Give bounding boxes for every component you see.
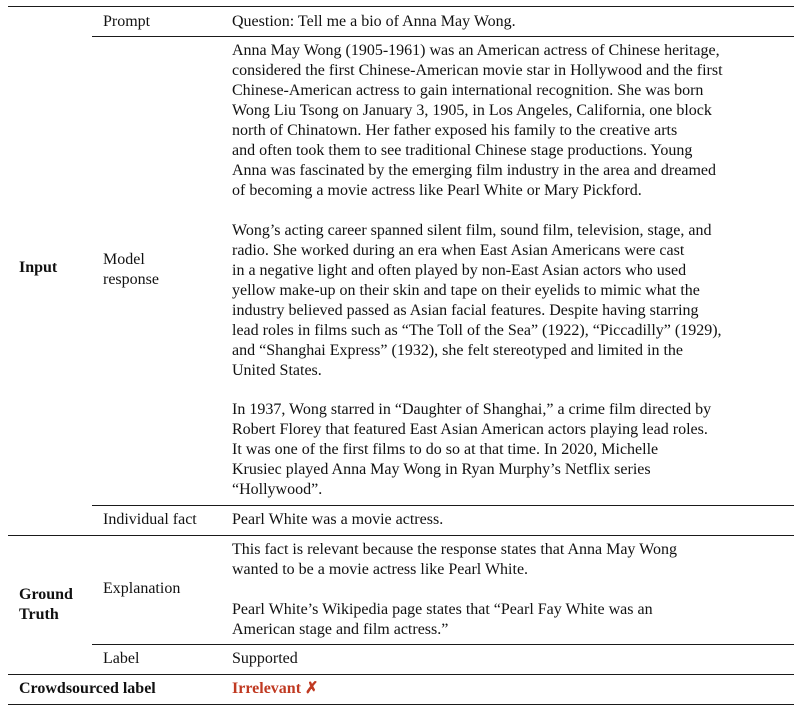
group-ground-truth <box>19 585 73 625</box>
text-line: Robert Florey that featured East Asian American actors playing lead roles. <box>232 421 708 438</box>
group-ground-truth-line1: Ground <box>19 586 73 603</box>
text-line: “Hollywood”. <box>232 481 323 498</box>
group-crowdsourced: Crowdsourced label <box>19 680 156 697</box>
response-divider <box>92 505 794 506</box>
value-individual-fact: Pearl White was a movie actress. <box>232 511 444 528</box>
text-line: wanted to be a movie actress like Pearl White. <box>232 561 529 578</box>
text-line: in a negative light and often played by non-East Asian actors who used <box>232 262 687 279</box>
group-input: Input <box>19 259 58 276</box>
value-label: Supported <box>232 650 298 667</box>
crowdsourced-label-text: Irrelevant <box>232 680 302 697</box>
text-line: In 1937, Wong starred in “Daughter of Shanghai,” a crime film directed by <box>232 401 712 418</box>
input-group-divider <box>8 535 794 536</box>
model-response-paragraph-1 <box>232 41 723 201</box>
label-model-response-line1: Model <box>103 251 145 268</box>
bottom-rule <box>8 704 794 705</box>
value-crowdsourced-label <box>232 679 318 699</box>
label-model-response-line2: response <box>103 271 159 288</box>
model-response-paragraph-3 <box>232 400 711 500</box>
explanation-paragraph-2 <box>232 600 653 640</box>
label-model-response <box>103 250 159 290</box>
text-line: Anna May Wong (1905-1961) was an American actress of Chinese heritage, <box>232 42 720 59</box>
text-line: yellow make-up on their skin and tape on their eyelids to mimic what the <box>232 282 700 299</box>
text-line: Wong’s acting career spanned silent film, sound film, television, stage, and <box>232 222 712 239</box>
label-label: Label <box>103 650 140 667</box>
text-line: Pearl White’s Wikipedia page states that “Pearl Fay White was an <box>232 601 653 618</box>
text-line: and often took them to see traditional Chinese stage productions. Young <box>232 142 693 159</box>
model-response-paragraph-2 <box>232 221 722 381</box>
text-line: and “Shanghai Express” (1932), she felt stereotyped and limited in the <box>232 342 683 359</box>
text-line: radio. She worked during an era when East Asian Americans were cast <box>232 242 685 259</box>
value-prompt: Question: Tell me a bio of Anna May Wong. <box>232 13 516 30</box>
ground-truth-divider <box>8 674 794 675</box>
label-individual-fact: Individual fact <box>103 511 197 528</box>
prompt-divider <box>92 36 794 37</box>
text-line: This fact is relevant because the response states that Anna May Wong <box>232 541 677 558</box>
text-line: United States. <box>232 362 322 379</box>
text-line: It was one of the first films to do so at that time. In 2020, Michelle <box>232 441 659 458</box>
text-line: considered the first Chinese-American movie star in Hollywood and the first <box>232 62 723 79</box>
text-line: north of Chinatown. Her father exposed his family to the creative arts <box>232 122 678 139</box>
text-line: of becoming a movie actress like Pearl White or Mary Pickford. <box>232 182 642 199</box>
label-prompt: Prompt <box>103 13 151 30</box>
group-ground-truth-line2: Truth <box>19 606 59 623</box>
text-line: industry believed passed as Asian facial features. Despite having starring <box>232 302 699 319</box>
text-line: Wong Liu Tsong on January 3, 1905, in Los Angeles, California, one block <box>232 102 712 119</box>
text-line: lead roles in films such as “The Toll of the Sea” (1922), “Piccadilly” (1929), <box>232 322 722 339</box>
text-line: Chinese-American actress to gain international recognition. She was born <box>232 82 704 99</box>
text-line: American stage and film actress.” <box>232 621 449 638</box>
explanation-divider <box>92 644 794 645</box>
text-line: Krusiec played Anna May Wong in Ryan Murphy’s Netflix series <box>232 461 651 478</box>
explanation-paragraph-1 <box>232 540 677 580</box>
text-line: Anna was fascinated by the emerging film industry in the area and dreamed <box>232 162 716 179</box>
label-explanation: Explanation <box>103 580 181 597</box>
cross-mark-icon: ✗ <box>305 680 319 697</box>
top-rule <box>8 6 794 7</box>
